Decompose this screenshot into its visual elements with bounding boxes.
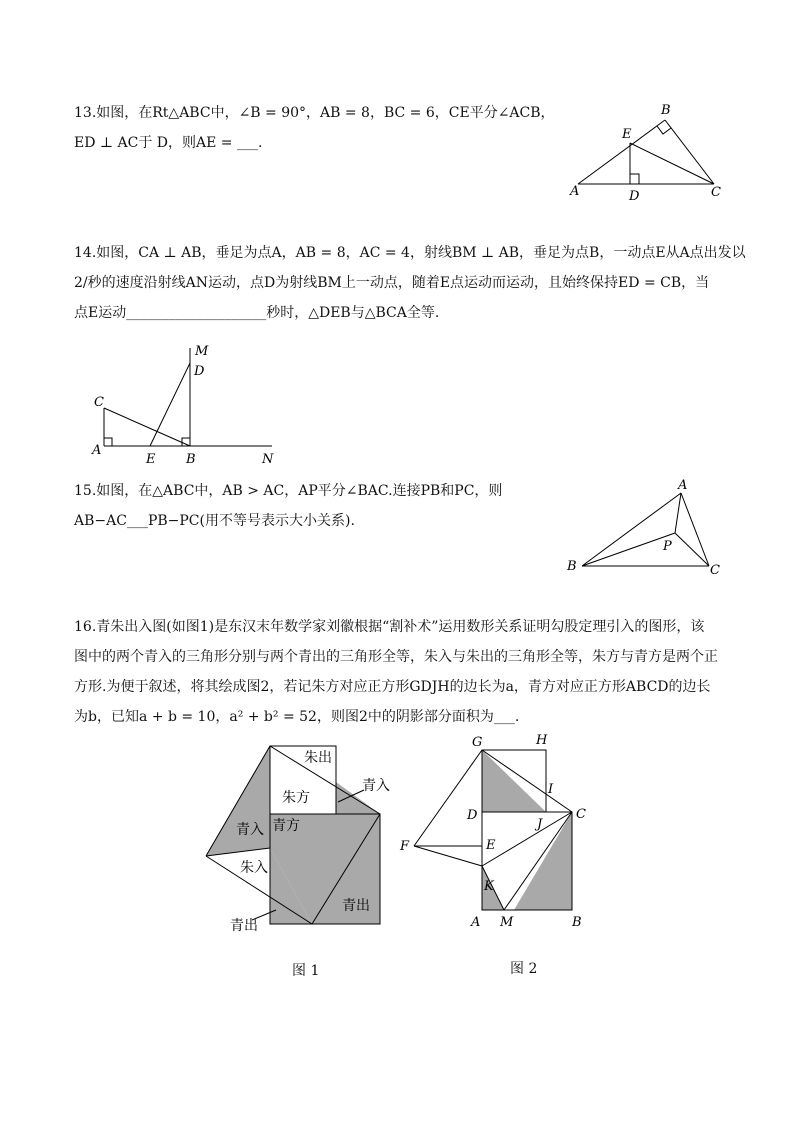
fig1-label-zhuru: 朱入 (240, 860, 268, 876)
q15-figure (560, 478, 730, 582)
fig1-label-qingru-left: 青入 (236, 822, 264, 838)
q16-text-line3: 方形.为便于叙述，将其绘成图2，若记朱方对应正方形GDJH的边长为a，青方对应正方形ABCD的边长 (74, 679, 711, 695)
q13-text-line1: 13.如图，在Rt△ABC中，∠B = 90°，AB = 8，BC = 6，CE平分∠ACB， (74, 105, 555, 121)
q13-side-bc (665, 120, 714, 184)
q16-text-line4: 为b，已知a + b = 10，a² + b² = 52，则图2中的阴影部分面积为___. (74, 709, 520, 725)
fig2-shade-gdi (482, 750, 546, 812)
fig2-label-j: J (537, 817, 543, 832)
q13-segment-ec (630, 143, 714, 184)
q13-text-line2: ED ⊥ AC于 D，则AE = ___. (74, 135, 263, 151)
q16-text-line1: 16.青朱出入图(如图1)是东汉末年数学家刘徽根据“割补术”运用数形关系证明勾股定理引入的图形，该 (74, 619, 705, 635)
q14-label-m: M (195, 344, 209, 359)
fig2-label-g: G (472, 735, 483, 750)
q15-label-a: A (678, 478, 688, 493)
q15-side-ac (681, 493, 709, 566)
q14-text-line1: 14.如图，CA ⊥ AB，垂足为点A，AB = 8，AC = 4，射线BM ⊥ AB，垂足为点B，一动点E从A点出发以 (74, 245, 746, 261)
fig1-label-zhuchu: 朱出 (304, 750, 332, 766)
q15-segment-ap (675, 493, 681, 533)
q15-label-b: B (567, 559, 577, 574)
q15-segment-pb (582, 533, 675, 566)
q14-label-e: E (146, 452, 156, 467)
q15-text-line1: 15.如图，在△ABC中，AB > AC，AP平分∠BAC.连接PB和PC，则 (74, 483, 503, 499)
fig1-label-qingchu-bottom: 青出 (230, 918, 258, 934)
q15-label-c: C (710, 563, 720, 578)
fig1-label-qingfang: 青方 (272, 818, 300, 834)
fig2-segment-fk (414, 846, 482, 866)
q14-text-line2: 2/秒的速度沿射线AN运动，点D为射线BM上一动点，随着E点运动而运动，且始终保持ED = CB，当 (74, 275, 710, 291)
fig1-label-qingru-top: 青入 (362, 778, 390, 794)
q13-label-e: E (622, 127, 632, 142)
q14-right-angle-a (104, 438, 112, 446)
q14-label-d: D (194, 364, 205, 379)
fig2-shaded-regions (482, 750, 572, 910)
fig2-label-b: B (572, 915, 582, 930)
q15-segment-pc (675, 533, 709, 566)
q13-label-c: C (711, 185, 721, 200)
fig1-label-zhufang: 朱方 (282, 790, 310, 806)
q13-figure (560, 96, 730, 206)
fig1-label-qingchu-right: 青出 (342, 898, 370, 914)
fig2-label-d: D (467, 808, 478, 823)
q15-text-line2: AB−AC___PB−PC(用不等号表示大小关系). (74, 513, 355, 529)
fig2-label-c: C (576, 807, 586, 822)
q14-segment-ed (150, 363, 190, 446)
q14-label-a: A (92, 443, 102, 458)
fig2-label-m: M (500, 915, 514, 930)
q16-figure-1 (196, 740, 396, 940)
q14-right-angle-b (182, 438, 190, 446)
fig2-label-e: E (486, 838, 496, 853)
q16-figure-2 (392, 728, 602, 932)
fig2-shade-cmb (514, 812, 572, 910)
q13-label-d: D (629, 189, 640, 204)
q15-side-ab (582, 493, 681, 566)
q14-label-c: C (94, 395, 104, 410)
q13-label-a: A (570, 184, 580, 199)
fig1-caption: 图 1 (292, 963, 320, 979)
q14-label-b: B (186, 452, 196, 467)
q16-text-line2: 图中的两个青入的三角形分别与两个青出的三角形全等，朱入与朱出的三角形全等，朱方与青方是两个正 (74, 649, 718, 665)
fig2-segment-gf (414, 750, 482, 846)
q14-figure (86, 338, 286, 470)
q14-label-n: N (262, 452, 274, 467)
fig2-caption: 图 2 (510, 961, 538, 977)
q14-text-line3: 点E运动____________________秒时，△DEB与△BCA全等. (74, 305, 440, 321)
q13-label-b: B (661, 103, 671, 118)
q13-right-angle-b (657, 126, 671, 134)
fig2-label-a: A (471, 915, 481, 930)
q15-label-p: P (663, 539, 672, 554)
fig2-label-h: H (536, 733, 548, 748)
q14-segment-cb (104, 408, 190, 446)
fig2-label-f: F (400, 839, 410, 854)
fig2-label-k: K (484, 879, 494, 894)
q13-right-angle-d (630, 174, 639, 184)
fig2-label-i: I (548, 782, 554, 797)
